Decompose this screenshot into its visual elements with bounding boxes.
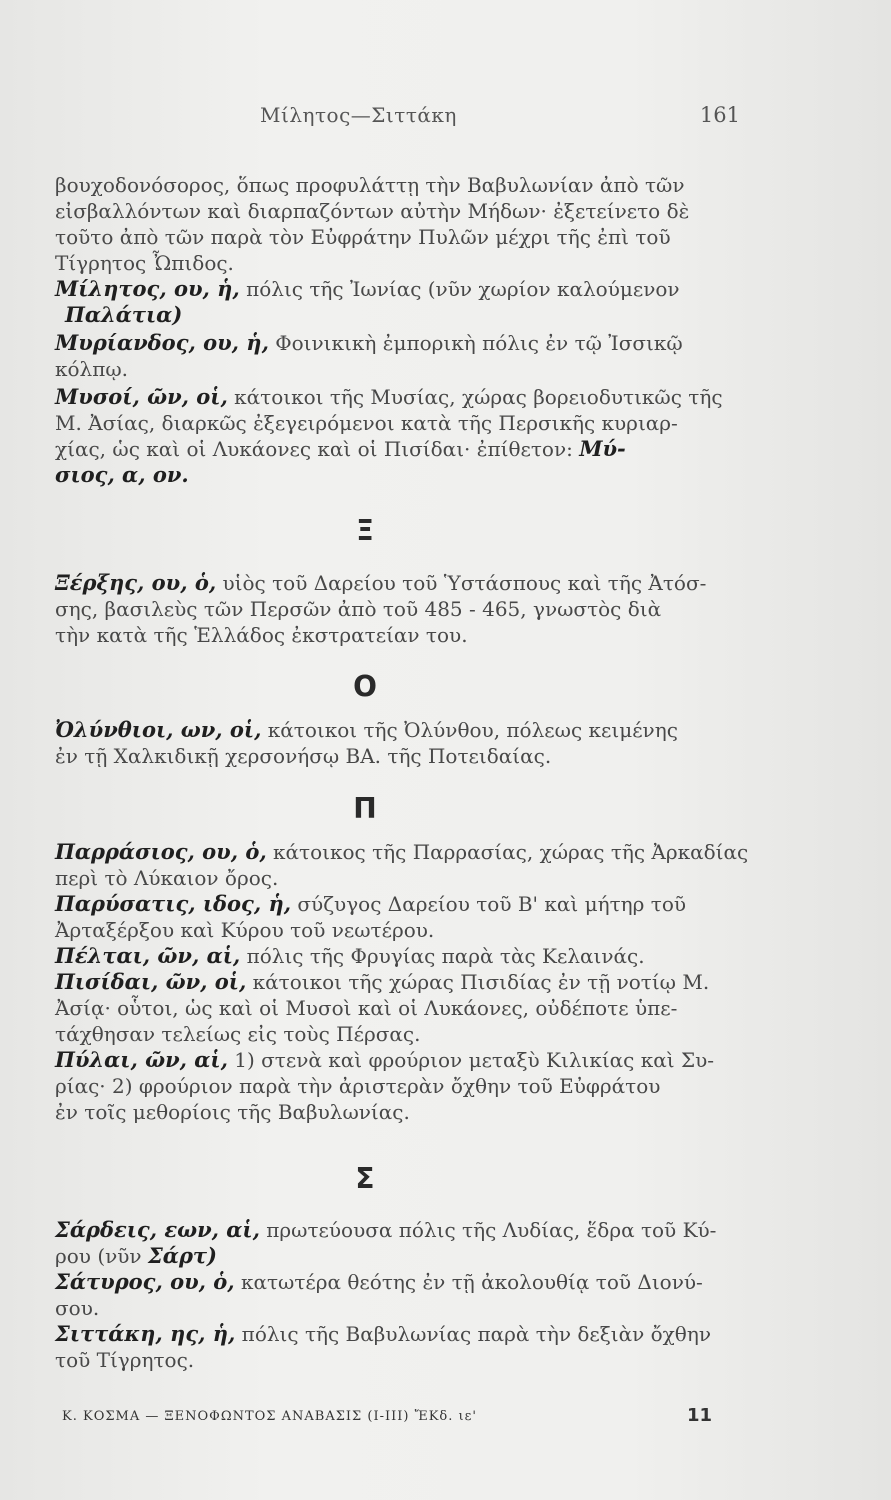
headword: Πισίδαι, ῶν, οἱ,: [55, 969, 247, 994]
headword: Πύλαι, ῶν, αἱ,: [55, 1047, 228, 1072]
text-line: βουχοδονόσορος, ὅπως προφυλάττῃ τὴν Βαβυλωνίαν ἀπὸ τῶν: [55, 173, 685, 197]
text-line: τοῦτο ἀπὸ τῶν παρὰ τὸν Εὐφράτην Πυλῶν μέχρι τῆς ἐπὶ τοῦ: [55, 225, 671, 249]
text-line: σης, βασιλεὺς τῶν Περσῶν ἀπὸ τοῦ 485 - 465, γνωστὸς διὰ: [55, 597, 662, 621]
headword: Πέλται, ῶν, αἱ,: [55, 943, 241, 968]
entry-pisidai: Πισίδαι, ῶν, οἱ, κάτοικοι τῆς χώρας Πισιδίας ἐν τῇ νοτίῳ Μ.: [55, 969, 710, 994]
text-line: σου.: [55, 1296, 100, 1320]
headword: Σάτυρος, ου, ὁ,: [55, 1269, 235, 1294]
page-number: 161: [699, 103, 740, 127]
text-line: ρου (νῦν Σάρτ): [55, 1243, 217, 1268]
entry-olynthioi: Ὀλύνθιοι, ων, οἱ, κάτοικοι τῆς Ὀλύνθου, πόλεως κειμένης: [55, 717, 678, 742]
text-line: περὶ τὸ Λύκαιον ὄρος.: [55, 866, 279, 890]
signature-mark: 11: [686, 1405, 712, 1426]
headword: Σάρδεις, εων, αἱ,: [55, 1217, 260, 1242]
entry-xerxes: Ξέρξης, ου, ὁ, υἱὸς τοῦ Δαρείου τοῦ Ὑστάσπους καὶ τῆς Ἀτόσ-: [55, 570, 707, 595]
headword: Σάρτ): [147, 1243, 217, 1268]
text-line: τάχθησαν τελείως εἰς τοὺς Πέρσας.: [55, 1022, 421, 1046]
text-line: Ἀρταξέρξου καὶ Κύρου τοῦ νεωτέρου.: [55, 918, 435, 942]
entry-myriandos: Μυρίανδος, ου, ἡ, Φοινικικὴ ἐμπορικὴ πόλις ἐν τῷ Ἰσσικῷ: [55, 330, 683, 355]
section-letter-xi: Ξ: [356, 514, 374, 547]
headword: σιος, α, ον.: [55, 462, 189, 487]
running-title: Μίλητος—Σιττάκη: [260, 103, 457, 127]
headword: Παρύσατις, ιδος, ἡ,: [55, 891, 292, 916]
text-line: Ἀσίᾳ· οὗτοι, ὡς καὶ οἱ Μυσοὶ καὶ οἱ Λυκάονες, οὐδέποτε ὑπε-: [55, 996, 678, 1020]
headword: Παρράσιος, ου, ὁ,: [55, 839, 267, 864]
headword: Μίλητος, ου, ἡ,: [55, 276, 240, 301]
entry-parrasios: Παρράσιος, ου, ὁ, κάτοικος τῆς Παρρασίας, χώρας τῆς Ἀρκαδίας: [55, 839, 749, 864]
headword: Ξέρξης, ου, ὁ,: [55, 570, 217, 595]
headword: Ὀλύνθιοι, ων, οἱ,: [55, 717, 262, 742]
headword: Μυρίανδος, ου, ἡ,: [55, 330, 269, 355]
text-line: εἰσβαλλόντων καὶ διαρπαζόντων αὐτὴν Μήδων· ἐξετείνετο δὲ: [55, 199, 690, 223]
headword: Μύ-: [579, 436, 626, 461]
text-line: [55, 462, 189, 488]
text-line: κόλπῳ.: [55, 357, 129, 381]
section-letter-sigma: Σ: [355, 1162, 375, 1195]
entry-peltai: Πέλται, ῶν, αἱ, πόλις τῆς Φρυγίας παρὰ τὰς Κελαινάς.: [55, 943, 645, 968]
entry-sittake: Σιττάκη, ης, ἡ, πόλις τῆς Βαβυλωνίας παρὰ τὴν δεξιὰν ὄχθην: [55, 1321, 711, 1346]
text-line: ἐν τοῖς μεθορίοις τῆς Βαβυλωνίας.: [55, 1100, 410, 1124]
text-line: Τίγρητος Ὦπιδος.: [55, 251, 234, 275]
section-letter-omicron: Ο: [353, 670, 377, 703]
footer-imprint: Κ. ΚΟΣΜΑ — ΞΕΝΟΦΩΝΤΟΣ ΑΝΑΒΑΣΙΣ (I-III) ἜΚδ. ιε': [62, 1409, 477, 1424]
text-line: ρίας· 2) φρούριον παρὰ τὴν ἀριστερὰν ὄχθην τοῦ Εὐφράτου: [55, 1074, 661, 1098]
section-letter-pi: Π: [353, 792, 377, 825]
page-footer: [62, 1405, 712, 1435]
text-line: τὴν κατὰ τῆς Ἑλλάδος ἐκστρατείαν του.: [55, 623, 468, 647]
text-line: Μ. Ἀσίας, διαρκῶς ἐξεγειρόμενοι κατὰ τῆς Περσικῆς κυριαρ-: [55, 411, 678, 435]
text-line: [65, 302, 182, 328]
entry-miletos: Μίλητος, ου, ἡ, πόλις τῆς Ἰωνίας (νῦν χωρίον καλούμενον: [55, 276, 680, 301]
headword: Παλάτια): [65, 302, 183, 327]
headword: Μυσοί, ῶν, οἱ,: [55, 384, 228, 409]
text-line: χίας, ὡς καὶ οἱ Λυκάονες καὶ οἱ Πισίδαι· ἐπίθετον: Μύ-: [55, 436, 626, 461]
entry-sardeis: Σάρδεις, εων, αἱ, πρωτεύουσα πόλις τῆς Λυδίας, ἕδρα τοῦ Κύ-: [55, 1217, 717, 1242]
entry-parysatis: Παρύσατις, ιδος, ἡ, σύζυγος Δαρείου τοῦ Β' καὶ μήτηρ τοῦ: [55, 891, 687, 916]
entry-pylai: Πύλαι, ῶν, αἱ, 1) στενὰ καὶ φρούριον μεταξὺ Κιλικίας καὶ Συ-: [55, 1047, 714, 1072]
headword: Σιττάκη, ης, ἡ,: [55, 1321, 236, 1346]
entry-satyros: Σάτυρος, ου, ὁ, κατωτέρα θεότης ἐν τῇ ἀκολουθίᾳ τοῦ Διονύ-: [55, 1269, 703, 1294]
entry-mysoi: Μυσοί, ῶν, οἱ, κάτοικοι τῆς Μυσίας, χώρας βορειοδυτικῶς τῆς: [55, 384, 723, 409]
text-line: ἐν τῇ Χαλκιδικῇ χερσονήσῳ ΒΑ. τῆς Ποτειδαίας.: [55, 744, 552, 768]
text-line: τοῦ Τίγρητος.: [55, 1348, 195, 1372]
running-head: [60, 103, 740, 133]
